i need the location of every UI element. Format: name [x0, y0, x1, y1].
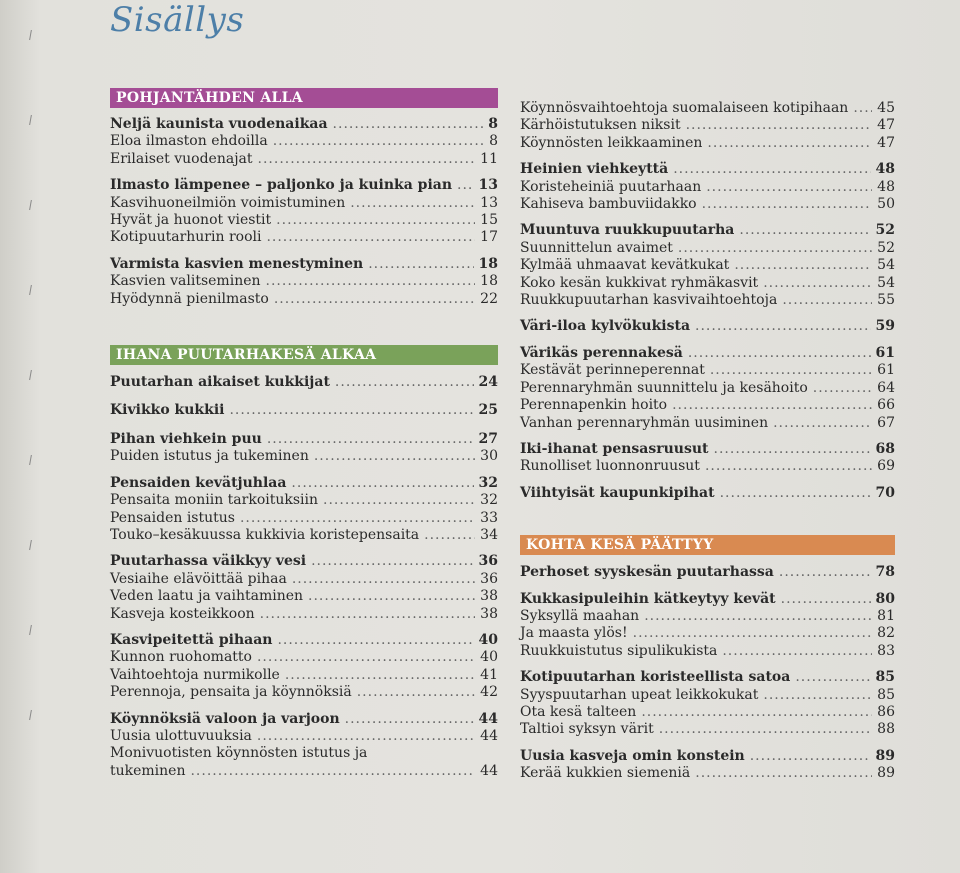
- page-number: 86: [877, 703, 895, 720]
- toc-group: [110, 475, 498, 545]
- toc-entry-title: Ruukkupuutarhan kasvivaihtoehtoja: [520, 292, 778, 309]
- page-number: 81: [877, 607, 895, 624]
- toc-entry-title: Kestävät perinneperennat: [520, 362, 705, 379]
- page-title: Sisällys: [110, 0, 245, 40]
- dot-leader: [750, 748, 871, 765]
- toc-subentry[interactable]: [110, 588, 498, 605]
- dot-leader: [782, 292, 872, 309]
- dot-leader: [659, 721, 872, 738]
- page-number: 85: [877, 686, 895, 703]
- toc-entry-title: Kasvihuoneilmiön voimistuminen: [110, 194, 346, 211]
- toc-subentry[interactable]: [110, 527, 498, 544]
- page-number: 80: [875, 590, 895, 607]
- page-number: 33: [480, 509, 498, 526]
- page-number: 36: [478, 553, 498, 570]
- page-number: 25: [478, 402, 498, 419]
- dot-leader: [276, 212, 475, 229]
- toc-group: [110, 256, 498, 308]
- dot-leader: [641, 704, 872, 721]
- toc-subentry[interactable]: [110, 229, 498, 246]
- dot-leader: [292, 571, 475, 588]
- dot-leader: [739, 222, 870, 239]
- toc-right-column: [520, 100, 895, 783]
- toc-subentry[interactable]: [110, 684, 498, 701]
- toc-entry-title: Taltioi syksyn värit: [520, 721, 654, 738]
- toc-subentry[interactable]: [520, 117, 895, 134]
- toc-entry-title: Iki-ihanat pensasruusut: [520, 440, 709, 457]
- page-number: 55: [877, 292, 895, 309]
- toc-chapter[interactable]: [520, 564, 895, 581]
- page-number: 59: [875, 318, 895, 335]
- dot-leader: [314, 448, 475, 465]
- toc-subentry[interactable]: [520, 240, 895, 257]
- dot-leader: [763, 275, 872, 292]
- toc-subentry[interactable]: [110, 212, 498, 229]
- toc-subentry[interactable]: [520, 608, 895, 625]
- page-number: 32: [478, 474, 498, 491]
- toc-group: [520, 441, 895, 476]
- page-number: 44: [480, 727, 498, 744]
- toc-entry-title: Köynnösten leikkaaminen: [520, 134, 703, 151]
- toc-group: [110, 374, 498, 391]
- dot-leader: [702, 196, 873, 213]
- toc-chapter[interactable]: [110, 256, 498, 273]
- toc-entry-title: tukeminen: [110, 762, 186, 779]
- dot-leader: [260, 606, 476, 623]
- section-band: POHJANTÄHDEN ALLA: [110, 88, 498, 108]
- dot-leader: [277, 632, 473, 649]
- toc-chapter[interactable]: [110, 374, 498, 391]
- toc-subentry[interactable]: [520, 643, 895, 660]
- binding-mark: [29, 540, 38, 550]
- page-number: 11: [480, 150, 498, 167]
- toc-subentry[interactable]: [110, 649, 498, 666]
- page-number: 8: [488, 116, 498, 132]
- toc-entry-title: Viihtyisät kaupunkipihat: [520, 484, 715, 501]
- toc-entry-title: Kasveja kosteikkoon: [110, 605, 255, 622]
- dot-leader: [267, 431, 474, 448]
- page-number: 38: [480, 605, 498, 622]
- dot-leader: [695, 765, 872, 782]
- dot-leader: [710, 362, 872, 379]
- page-number: 47: [877, 117, 895, 134]
- toc-chapter[interactable]: [110, 431, 498, 448]
- toc-entry-title: Kahiseva bambuviidakko: [520, 196, 697, 213]
- toc-chapter[interactable]: [110, 475, 498, 492]
- page-number: 89: [877, 765, 895, 782]
- toc-left-column: [110, 88, 498, 780]
- page-number: 52: [875, 222, 895, 239]
- toc-entry-title: Kerää kukkien siemeniä: [520, 765, 691, 782]
- page-number: 67: [877, 414, 895, 431]
- toc-subentry[interactable]: [110, 492, 498, 509]
- toc-entry-title: Pihan viehkein puu: [110, 430, 262, 447]
- toc-chapter[interactable]: [520, 345, 895, 362]
- dot-leader: [706, 179, 872, 196]
- toc-entry-title: Perennoja, pensaita ja köynnöksiä: [110, 684, 352, 701]
- page-number: 30: [480, 448, 498, 465]
- toc-entry-title: Perennaryhmän suunnittelu ja kesähoito: [520, 379, 808, 396]
- page-number: 18: [478, 255, 498, 272]
- page-number: 52: [877, 239, 895, 256]
- toc-group: [520, 318, 895, 335]
- toc-entry-title: Perhoset syyskesän puutarhassa: [520, 564, 774, 581]
- dot-leader: [357, 684, 475, 701]
- toc-entry-title: Neljä kaunista vuodenaikaa: [110, 116, 328, 132]
- page-number: 15: [480, 212, 498, 229]
- dot-leader: [368, 256, 473, 273]
- toc-entry-title: Syyspuutarhan upeat leikkokukat: [520, 686, 759, 703]
- dot-leader: [673, 161, 870, 178]
- toc-subentry[interactable]: [110, 448, 498, 465]
- toc-entry-title: Pensaiden istutus: [110, 509, 235, 526]
- toc-group: [110, 553, 498, 623]
- page-number: 34: [480, 526, 498, 543]
- toc-entry-title-line: Monivuotisten köynnösten istutus ja: [110, 745, 368, 762]
- dot-leader: [257, 728, 475, 745]
- dot-leader: [323, 492, 475, 509]
- section-band: IHANA PUUTARHAKESÄ ALKAA: [110, 345, 498, 365]
- dot-leader: [190, 763, 475, 780]
- toc-subentry[interactable]: [520, 196, 895, 213]
- dot-leader: [350, 195, 475, 212]
- toc-subentry[interactable]: [110, 667, 498, 684]
- toc-chapter[interactable]: [520, 222, 895, 239]
- toc-entry-title: Kivikko kukkii: [110, 402, 225, 419]
- dot-leader: [813, 380, 872, 397]
- toc-subentry[interactable]: [520, 397, 895, 414]
- toc-subentry[interactable]: [520, 458, 895, 475]
- toc-entry-title: Väri-iloa kylvökukista: [520, 318, 691, 335]
- dot-leader: [734, 257, 872, 274]
- toc-entry-title: Puutarhan aikaiset kukkijat: [110, 374, 330, 391]
- dot-leader: [720, 485, 871, 502]
- toc-chapter[interactable]: [520, 161, 895, 178]
- toc-entry-title: Perennapenkin hoito: [520, 397, 668, 414]
- dot-leader: [795, 669, 870, 686]
- page-number: 27: [478, 430, 498, 447]
- page-number: 17: [480, 229, 498, 246]
- page-number: 41: [480, 666, 498, 683]
- toc-entry-title: Köynnöksiä valoon ja varjoon: [110, 710, 340, 727]
- toc-entry-title: Puutarhassa väikkyy vesi: [110, 553, 307, 570]
- binding-mark: [29, 455, 38, 465]
- toc-subentry[interactable]: [520, 292, 895, 309]
- toc-subentry[interactable]: [110, 133, 498, 150]
- toc-subentry[interactable]: [110, 510, 498, 527]
- toc-entry-title: Uusia kasveja omin konstein: [520, 747, 745, 764]
- toc-group: [520, 669, 895, 739]
- page-number: 69: [877, 458, 895, 475]
- page-number: 47: [877, 134, 895, 151]
- page-number: 70: [875, 484, 895, 501]
- page-number: 44: [478, 710, 498, 727]
- toc-subentry[interactable]: [520, 100, 895, 117]
- dot-leader: [686, 117, 873, 134]
- toc-subentry[interactable]: [520, 380, 895, 397]
- toc-entry-title: Muuntuva ruukkupuutarha: [520, 222, 735, 239]
- toc-chapter[interactable]: [520, 485, 895, 502]
- dot-leader: [763, 687, 872, 704]
- toc-entry-title: Veden laatu ja vaihtaminen: [110, 588, 304, 605]
- toc-entry-title: Kasvipeitettä pihaan: [110, 631, 273, 648]
- page-number: 83: [877, 642, 895, 659]
- toc-entry-title: Vaihtoehtoja nurmikolle: [110, 666, 280, 683]
- toc-subentry[interactable]: [520, 704, 895, 721]
- page-number: 38: [480, 588, 498, 605]
- page-number: 13: [480, 194, 498, 211]
- toc-entry-title: Koristeheiniä puutarhaan: [520, 178, 702, 195]
- toc-entry-title: Pensaita moniin tarkoituksiin: [110, 492, 319, 509]
- page-number: 8: [489, 133, 498, 150]
- toc-subentry[interactable]: [520, 625, 895, 642]
- page-number: 88: [877, 721, 895, 738]
- page-number: 50: [877, 196, 895, 213]
- toc-entry-title: Ota kesä talteen: [520, 703, 637, 720]
- dot-leader: [424, 527, 475, 544]
- dot-leader: [781, 591, 871, 608]
- page-number: 32: [480, 492, 498, 509]
- page-number: 44: [480, 762, 498, 779]
- dot-leader: [240, 510, 475, 527]
- toc-subentry[interactable]: [110, 728, 498, 745]
- page-number: 24: [478, 374, 498, 391]
- toc-group: [520, 485, 895, 502]
- dot-leader: [308, 588, 475, 605]
- page-number: 13: [478, 177, 498, 194]
- toc-entry-title: Suunnittelun avaimet: [520, 239, 673, 256]
- page-number: 48: [875, 161, 895, 178]
- toc-chapter[interactable]: [110, 553, 498, 570]
- toc-entry-title: Eloa ilmaston ehdoilla: [110, 133, 268, 150]
- toc-entry-title: Hyvät ja huonot viestit: [110, 212, 272, 229]
- dot-leader: [311, 553, 473, 570]
- toc-chapter[interactable]: [520, 669, 895, 686]
- binding-mark: [29, 710, 38, 720]
- page-number: 54: [877, 257, 895, 274]
- page-number: 66: [877, 397, 895, 414]
- toc-group: [520, 591, 895, 661]
- toc-subentry[interactable]: [110, 606, 498, 623]
- dot-leader: [714, 441, 871, 458]
- toc-subentry[interactable]: [520, 765, 895, 782]
- toc-subentry[interactable]: [520, 179, 895, 196]
- toc-entry-title: Värikäs perennakesä: [520, 344, 683, 361]
- page-number: 54: [877, 274, 895, 291]
- binding-mark: [29, 30, 38, 40]
- dot-leader: [457, 177, 474, 194]
- toc-entry-title: Kylmää uhmaavat kevätkukat: [520, 257, 730, 274]
- toc-group: [110, 116, 498, 168]
- toc-group: [520, 345, 895, 432]
- binding-mark: [29, 285, 38, 295]
- toc-group: [110, 431, 498, 466]
- binding-mark: [29, 200, 38, 210]
- toc-subentry[interactable]: [110, 763, 498, 780]
- toc-subentry[interactable]: [110, 571, 498, 588]
- toc-group: [110, 177, 498, 247]
- toc-entry-title: Kunnon ruohomatto: [110, 649, 252, 666]
- dot-leader: [644, 608, 872, 625]
- dot-leader: [773, 415, 872, 432]
- page-number: 42: [480, 684, 498, 701]
- toc-entry-title: Runolliset luonnonruusut: [520, 458, 700, 475]
- toc-entry-title: Ja maasta ylös!: [520, 625, 628, 642]
- toc-entry-title: Vanhan perennaryhmän uusiminen: [520, 414, 769, 431]
- toc-subentry[interactable]: [520, 135, 895, 152]
- binding-mark: [29, 370, 38, 380]
- toc-entry-title: Hyödynnä pienilmasto: [110, 290, 269, 307]
- toc-group: [110, 632, 498, 702]
- toc-entry-title: Kukkasipuleihin kätkeytyy kevät: [520, 590, 776, 607]
- page-number: 45: [877, 100, 895, 116]
- dot-leader: [705, 458, 872, 475]
- toc-group: [110, 711, 498, 781]
- toc-subentry[interactable]: [520, 275, 895, 292]
- binding-mark: [29, 625, 38, 635]
- dot-leader: [257, 649, 475, 666]
- section-band: KOHTA KESÄ PÄÄTTYY: [520, 535, 895, 555]
- page-number: 68: [875, 440, 895, 457]
- dot-leader: [779, 564, 871, 581]
- toc-subentry[interactable]: [110, 273, 498, 290]
- toc-chapter[interactable]: [110, 177, 498, 194]
- toc-group: [520, 161, 895, 213]
- page-number: 78: [875, 564, 895, 581]
- toc-subentry[interactable]: [110, 151, 498, 168]
- dot-leader: [678, 240, 872, 257]
- toc-entry-title: Puiden istutus ja tukeminen: [110, 448, 309, 465]
- dot-leader: [707, 135, 872, 152]
- toc-subentry[interactable]: [520, 721, 895, 738]
- page-number: 18: [480, 273, 498, 290]
- toc-chapter[interactable]: [110, 711, 498, 728]
- dot-leader: [688, 345, 871, 362]
- dot-leader: [274, 291, 475, 308]
- toc-entry-title: Erilaiset vuodenajat: [110, 150, 253, 167]
- toc-entry-title: Vesiaihe elävöittää pihaa: [110, 570, 287, 587]
- toc-entry-title: Kotipuutarhurin rooli: [110, 229, 262, 246]
- dot-leader: [335, 374, 474, 391]
- page-number: 61: [875, 344, 895, 361]
- dot-leader: [695, 318, 870, 335]
- toc-group: [110, 402, 498, 419]
- toc-group: [520, 100, 895, 152]
- toc-subentry[interactable]: [520, 362, 895, 379]
- page-number: 82: [877, 625, 895, 642]
- toc-group: [520, 222, 895, 309]
- page-number: 48: [877, 178, 895, 195]
- toc-group: [520, 564, 895, 581]
- toc-entry-title: Pensaiden kevätjuhlaa: [110, 474, 287, 491]
- page-number: 89: [875, 747, 895, 764]
- binding-mark: [29, 115, 38, 125]
- toc-entry-title: Köynnösvaihtoehtoja suomalaiseen kotipihaan: [520, 100, 849, 116]
- toc-entry-title: Ilmasto lämpenee – paljonko ja kuinka pian: [110, 177, 453, 194]
- dot-leader: [258, 151, 476, 168]
- toc-subentry[interactable]: [520, 257, 895, 274]
- dot-leader: [273, 133, 484, 150]
- toc-entry-title: Heinien viehkeyttä: [520, 161, 669, 178]
- toc-entry-title: Kärhöistutuksen niksit: [520, 117, 681, 134]
- page-number: 85: [875, 669, 895, 686]
- toc-subentry[interactable]: [520, 687, 895, 704]
- page-number: 40: [480, 649, 498, 666]
- dot-leader: [633, 625, 873, 642]
- dot-leader: [345, 711, 474, 728]
- page-number: 64: [877, 379, 895, 396]
- toc-chapter[interactable]: [520, 441, 895, 458]
- toc-entry-title: Uusia ulottuvuuksia: [110, 727, 252, 744]
- toc-subentry[interactable]: [110, 291, 498, 308]
- dot-leader: [722, 643, 872, 660]
- page-number: 61: [877, 362, 895, 379]
- dot-leader: [853, 100, 872, 117]
- toc-subentry[interactable]: [520, 415, 895, 432]
- dot-leader: [291, 475, 473, 492]
- toc-entry-title: Varmista kasvien menestyminen: [110, 255, 364, 272]
- toc-chapter[interactable]: [110, 632, 498, 649]
- toc-chapter[interactable]: [110, 116, 498, 133]
- page-number: 36: [480, 570, 498, 587]
- toc-group: [520, 748, 895, 783]
- dot-leader: [266, 229, 475, 246]
- toc-entry-title: Kotipuutarhan koristeellista satoa: [520, 669, 791, 686]
- toc-chapter[interactable]: [110, 402, 498, 419]
- toc-chapter[interactable]: [520, 318, 895, 335]
- page-number: 40: [478, 631, 498, 648]
- dot-leader: [285, 667, 475, 684]
- page-number: 22: [480, 290, 498, 307]
- toc-entry-title: Touko–kesäkuussa kukkivia koristepensaita: [110, 526, 420, 543]
- toc-entry-title: Syksyllä maahan: [520, 607, 640, 624]
- dot-leader: [672, 397, 872, 414]
- dot-leader: [229, 402, 473, 419]
- toc-subentry[interactable]: [110, 195, 498, 212]
- toc-entry-title: Kasvien valitseminen: [110, 273, 261, 290]
- toc-entry-title: Ruukkuistutus sipulikukista: [520, 642, 718, 659]
- toc-chapter[interactable]: [520, 748, 895, 765]
- toc-chapter[interactable]: [520, 591, 895, 608]
- dot-leader: [333, 116, 484, 133]
- dot-leader: [266, 273, 476, 290]
- toc-entry-title: Koko kesän kukkivat ryhmäkasvit: [520, 274, 759, 291]
